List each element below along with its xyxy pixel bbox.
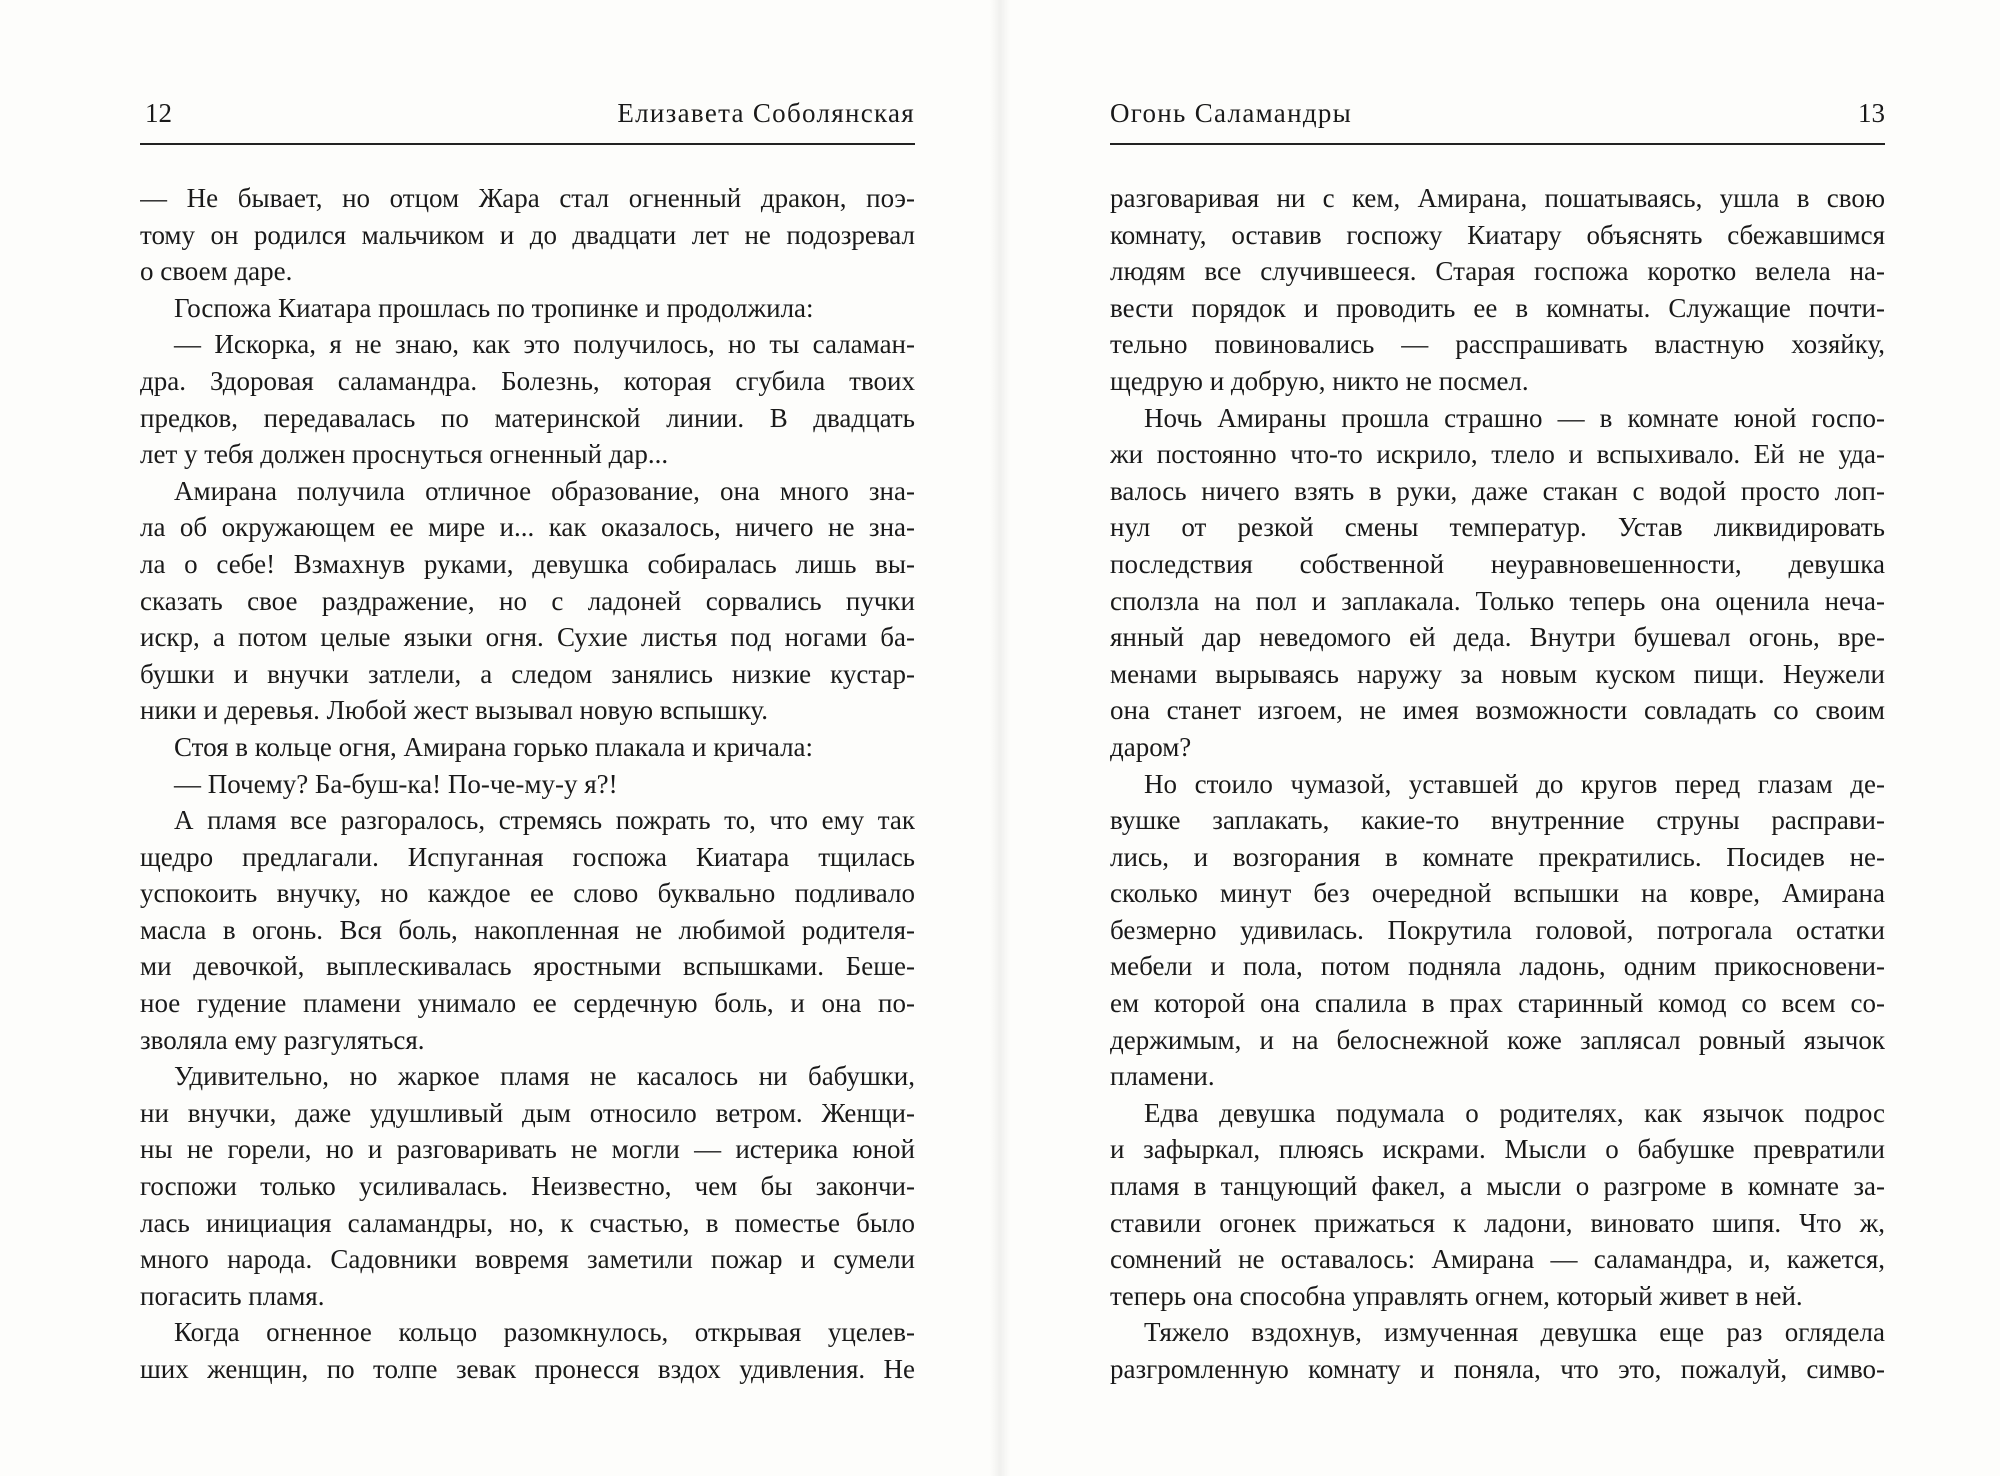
text-line: зволяла ему разгуляться. <box>140 1024 425 1055</box>
header-rule <box>1110 143 1885 145</box>
text-line: пламени. <box>1110 1061 1215 1092</box>
text-line: предков, передавалась по материнской линии. В двадцать <box>140 402 915 433</box>
text-line: она станет изгоем, не имея возможности совладать со своим <box>1110 695 1885 726</box>
text-line: последствия собственной неуравновешенности, девушка <box>1110 548 1885 579</box>
text-line: ла об окружающем ее мире и... как оказалось, ничего не зна- <box>140 512 915 543</box>
text-line: лись, и возгорания в комнате прекратились. Посидев не- <box>1110 841 1885 872</box>
text-line: ми девочкой, выплескивалась яростными вспышками. Беше- <box>140 951 915 982</box>
text-line: даром? <box>1110 731 1192 762</box>
text-line: лась инициация саламандры, но, к счастью, в поместье было <box>140 1207 915 1238</box>
text-line: Тяжело вздохнув, измученная девушка еще раз оглядела <box>1144 1317 1885 1348</box>
text-line: о своем даре. <box>140 256 293 287</box>
text-line: ники и деревья. Любой жест вызывал новую вспышку. <box>140 695 768 726</box>
text-line: А пламя все разгоралось, стремясь пожрать то, что ему так <box>174 805 915 836</box>
text-line: лет у тебя должен проснуться огненный дар... <box>140 439 669 470</box>
text-line: Амирана получила отличное образование, она много зна- <box>174 475 915 506</box>
text-line: Едва девушка подумала о родителях, как язычок подрос <box>1144 1097 1885 1128</box>
text-line: менами вырываясь наружу за новым куском пищи. Неужели <box>1110 658 1885 689</box>
text-line: сомнений не оставалось: Амирана — саламандра, и, кажется, <box>1110 1244 1885 1275</box>
text-line: искр, а потом целые языки огня. Сухие листья под ногами ба- <box>140 622 915 653</box>
text-line: дра. Здоровая саламандра. Болезнь, которая сгубила твоих <box>140 365 915 396</box>
text-line: разгромленную комнату и поняла, что это, пожалуй, симво- <box>1110 1354 1885 1384</box>
text-line: масла в огонь. Вся боль, накопленная не любимой родителя- <box>140 914 915 945</box>
text-line: Ночь Амираны прошла страшно — в комнате юной госпо- <box>1144 402 1885 433</box>
text-line: ни внучки, даже удушливый дым относило ветром. Женщи- <box>140 1097 915 1128</box>
text-line: бушки и внучки затлели, а следом занялись низкие кустар- <box>140 658 915 689</box>
text-line: Но стоило чумазой, уставшей до кругов перед глазам де- <box>1144 768 1885 799</box>
running-title: Огонь Саламандры <box>1110 98 1353 128</box>
text-line: комнату, оставив госпожу Киатару объяснять сбежавшимся <box>1110 219 1885 250</box>
text-line: мебели и пола, потом подняла ладонь, одним прикосновени- <box>1110 951 1885 982</box>
text-line: валось ничего взять в руки, даже стакан с водой просто лоп- <box>1110 475 1885 506</box>
text-line: янный дар неведомого ей деда. Внутри бушевал огонь, вре- <box>1110 622 1885 653</box>
text-line: ла о себе! Взмахнув руками, девушка собиралась лишь вы- <box>140 548 915 579</box>
page-number: 12 <box>145 98 172 128</box>
text-line: много народа. Садовники вовремя заметили пожар и сумели <box>140 1244 915 1275</box>
text-line: жи постоянно что-то искрило, тлело и вспыхивало. Ей не уда- <box>1110 439 1885 470</box>
text-line: вушке заплакать, какие-то внутренние струны расправи- <box>1110 805 1885 836</box>
page-number: 13 <box>1858 98 1885 128</box>
text-line: сползла на пол и заплакала. Только теперь она оценила неча- <box>1110 585 1885 616</box>
running-title: Елизавета Соболянская <box>617 98 915 128</box>
text-line: сколько минут без очередной вспышки на ковре, Амирана <box>1110 878 1885 909</box>
text-line: — Не бывает, но отцом Жара стал огненный дракон, поэ- <box>140 183 915 213</box>
text-line: Когда огненное кольцо разомкнулось, открывая уцелев- <box>174 1317 915 1348</box>
text-line: ны не горели, но и разговаривать не могли — истерика юной <box>140 1134 915 1165</box>
text-line: щедрую и добрую, никто не посмел. <box>1110 365 1529 396</box>
text-line: ное гудение пламени унимало ее сердечную боль, и она по- <box>140 988 915 1019</box>
text-line: ем которой она спалила в прах старинный комод со всем со- <box>1110 988 1885 1019</box>
text-line: ставили огонек прижаться к ладони, виновато шипя. Что ж, <box>1110 1207 1885 1238</box>
text-line: сказать свое раздражение, но с ладоней сорвались пучки <box>140 585 915 616</box>
right-page-text <box>1110 180 1885 1388</box>
right-page-header <box>1110 92 1885 138</box>
text-line: госпожи только усиливалась. Неизвестно, чем бы закончи- <box>140 1171 915 1202</box>
text-line: пламя в танцующий факел, а мысли о разгроме в комнате за- <box>1110 1171 1885 1202</box>
text-line: Удивительно, но жаркое пламя не касалось ни бабушки, <box>174 1061 915 1092</box>
text-line: — Искорка, я не знаю, как это получилось, но ты саламан- <box>174 329 915 360</box>
text-line: безмерно удивилась. Покрутила головой, потрогала остатки <box>1110 914 1885 945</box>
text-line: держимым, и на белоснежной коже заплясал ровный язычок <box>1110 1024 1885 1055</box>
text-line: тому он родился мальчиком и до двадцати лет не подозревал <box>140 219 915 250</box>
text-line: Госпожа Киатара прошлась по тропинке и продолжила: <box>174 292 814 323</box>
text-line: теперь она способна управлять огнем, который живет в ней. <box>1110 1280 1803 1311</box>
text-line: людям все случившееся. Старая госпожа коротко велела на- <box>1110 256 1885 287</box>
text-line: щедро предлагали. Испуганная госпожа Киатара тщилась <box>140 841 915 872</box>
text-line: погасить пламя. <box>140 1280 325 1311</box>
text-line: ших женщин, по толпе зевак пронесся вздох удивления. Не <box>140 1354 915 1384</box>
text-line: вести порядок и проводить ее в комнаты. Служащие почти- <box>1110 292 1885 323</box>
text-line: разговаривая ни с кем, Амирана, пошатываясь, ушла в свою <box>1110 183 1885 213</box>
text-line: и зафыркал, плюясь искрами. Мысли о бабушке превратили <box>1110 1134 1885 1165</box>
text-line: — Почему? Ба-буш-ка! По-че-му-у я?! <box>174 768 618 799</box>
text-line: нул от резкой смены температур. Устав ликвидировать <box>1110 512 1885 543</box>
text-line: Стоя в кольце огня, Амирана горько плакала и кричала: <box>174 731 814 762</box>
text-line: тельно повиновались — расспрашивать властную хозяйку, <box>1110 329 1885 360</box>
text-line: успокоить внучку, но каждое ее слово буквально подливало <box>140 878 915 909</box>
